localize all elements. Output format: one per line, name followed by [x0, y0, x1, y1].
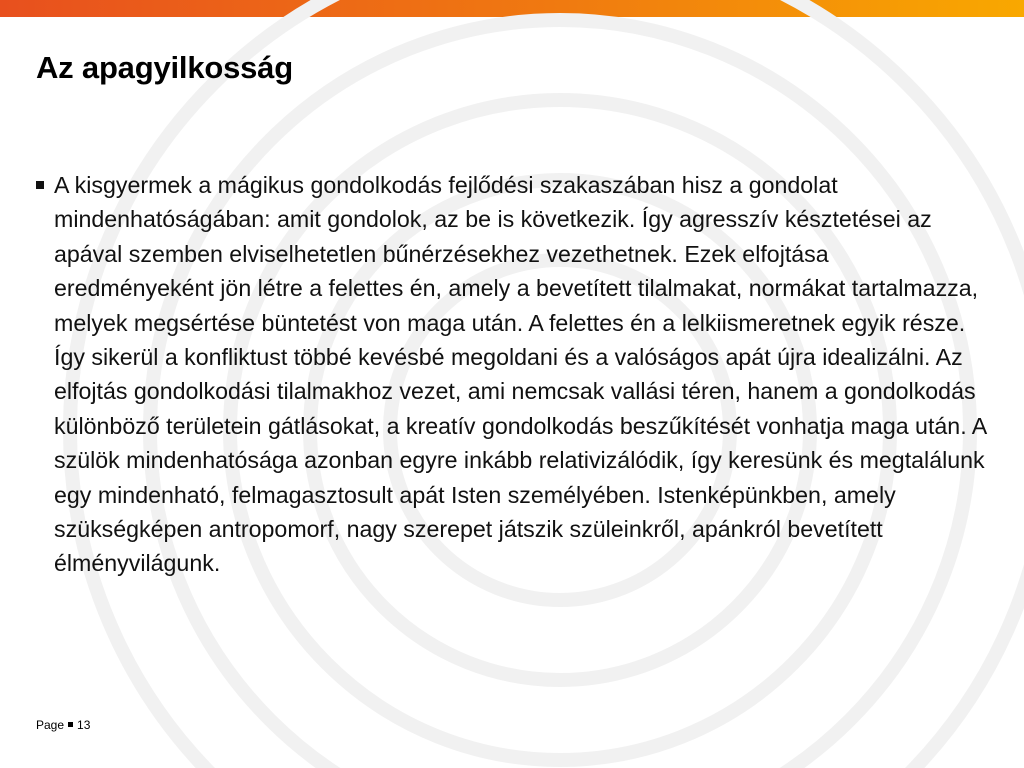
- page-number: 13: [77, 718, 91, 732]
- slide-footer: [36, 718, 90, 732]
- square-bullet-icon: [36, 181, 44, 189]
- bullet-paragraph: [36, 168, 986, 581]
- slide-title: Az apagyilkosság: [36, 50, 293, 85]
- slide-body: [36, 168, 986, 581]
- separator-square-icon: [68, 722, 73, 727]
- bullet-text: A kisgyermek a mágikus gondolkodás fejlődési szakaszában hisz a gondolat mindenhatóságában: amit gondolok, az be is következik. Így agresszív késztetései az apával szemben elviselhetetlen bűnérzésekhez vezethetnek. Ezek elfojtása eredményeként jön létre a felettes én, amely a bevetített tilalmakat, normákat tartalmazza, melyek megsértése büntetést von maga után. A felettes én a lelkiismeretnek egyik része. Így sikerül a konfliktust többé kevésbé megoldani és a valóságos apát újra idealizálni. Az elfojtás gondolkodási tilalmakhoz vezet, ami nemcsak vallási téren, hanem a gondolkodás különböző területein gátlásokat, a kreatív gondolkodás beszűkítését vonhatja maga után. A szülök mindenhatósága azonban egyre inkább relativizálódik, így keresünk és megtalálunk egy mindenható, felmagasztosult apát Isten személyében. Istenképünkben, amely szükségképen antropomorf, nagy szerepet játszik szüleinkről, apánkról bevetített élményvilágunk.: [54, 172, 986, 577]
- page-label: Page: [36, 718, 65, 732]
